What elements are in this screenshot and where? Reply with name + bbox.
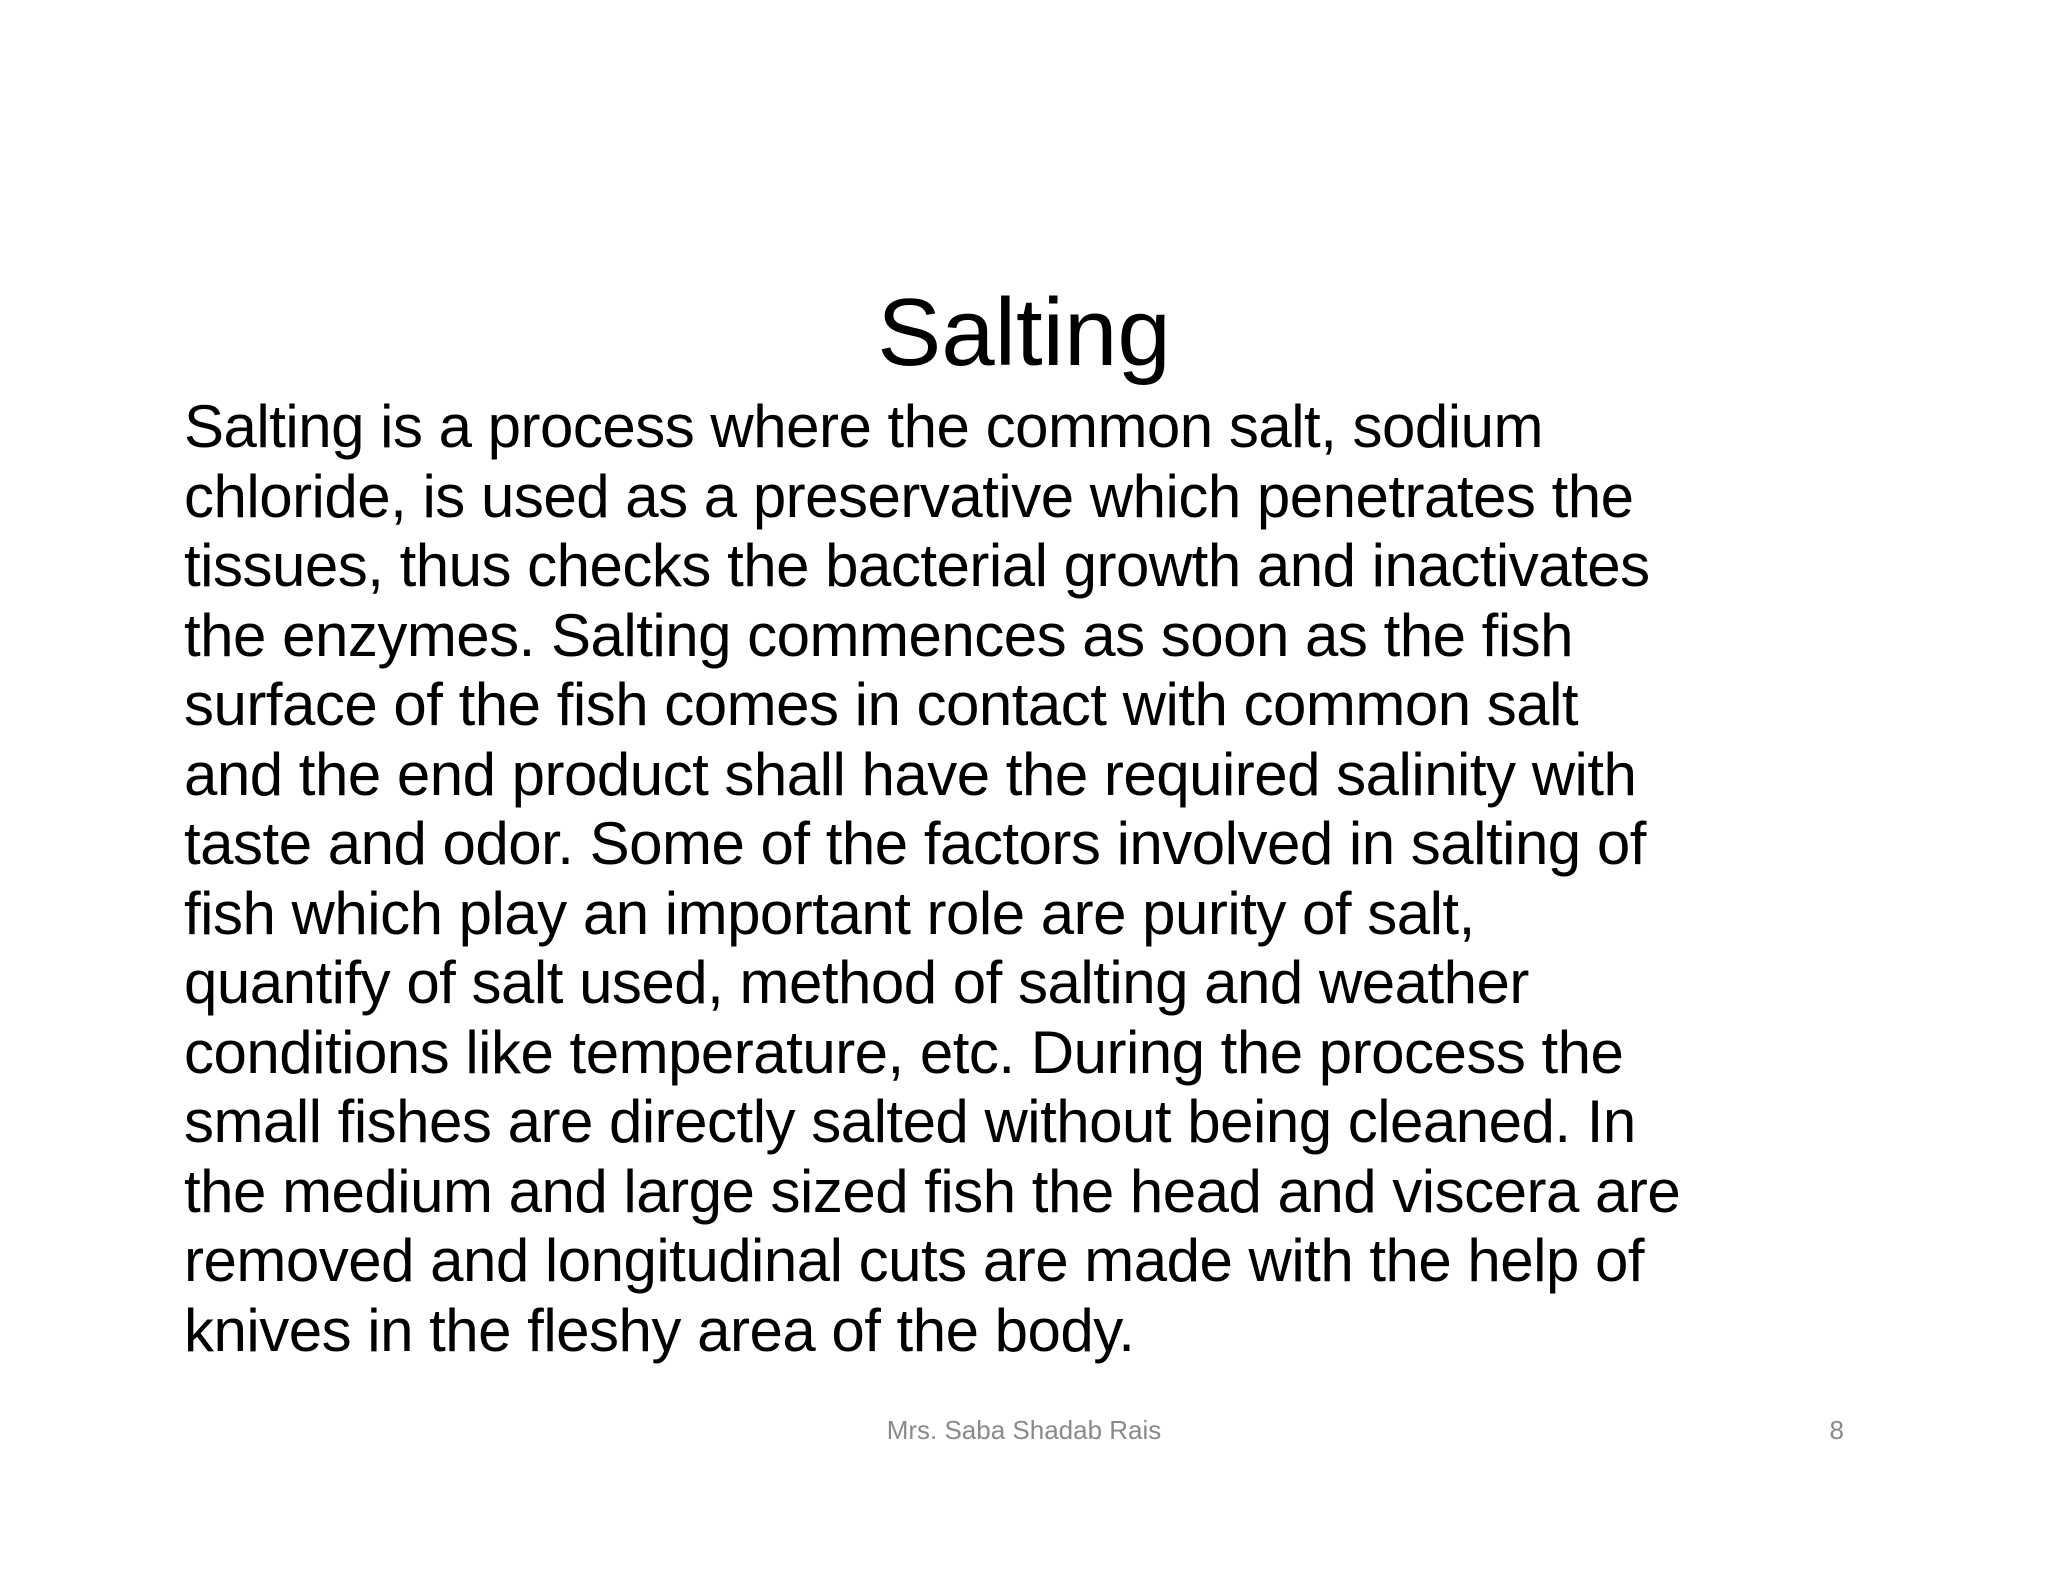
body-line: removed and longitudinal cuts are made with the help of xyxy=(184,1227,1645,1294)
slide-title: Salting xyxy=(877,279,1171,387)
body-line: fish which play an important role are purity of salt, xyxy=(184,879,1475,947)
body-line: Salting is a process where the common salt, sodium xyxy=(184,393,1543,460)
body-line: knives in the fleshy area of the body. xyxy=(184,1296,1135,1364)
body-line: the enzymes. Salting commences as soon as the fish xyxy=(184,601,1574,669)
page-number: 8 xyxy=(1829,1415,1844,1445)
body-line: tissues, thus checks the bacterial growth and inactivates xyxy=(184,532,1650,599)
body-line: quantify of salt used, method of salting and weather xyxy=(184,949,1529,1016)
slide-body xyxy=(184,392,1904,1365)
body-line: chloride, is used as a preservative which penetrates the xyxy=(184,462,1634,530)
body-line: taste and odor. Some of the factors involved in salting of xyxy=(184,810,1646,877)
body-line: small fishes are directly salted without being cleaned. In xyxy=(184,1088,1636,1155)
footer-author: Mrs. Saba Shadab Rais xyxy=(886,1415,1162,1445)
body-line: and the end product shall have the required salinity with xyxy=(184,740,1637,808)
body-line: surface of the fish comes in contact with common salt xyxy=(184,671,1579,738)
body-line: conditions like temperature, etc. During the process the xyxy=(184,1018,1624,1086)
body-line: the medium and large sized fish the head and viscera are xyxy=(184,1157,1681,1225)
